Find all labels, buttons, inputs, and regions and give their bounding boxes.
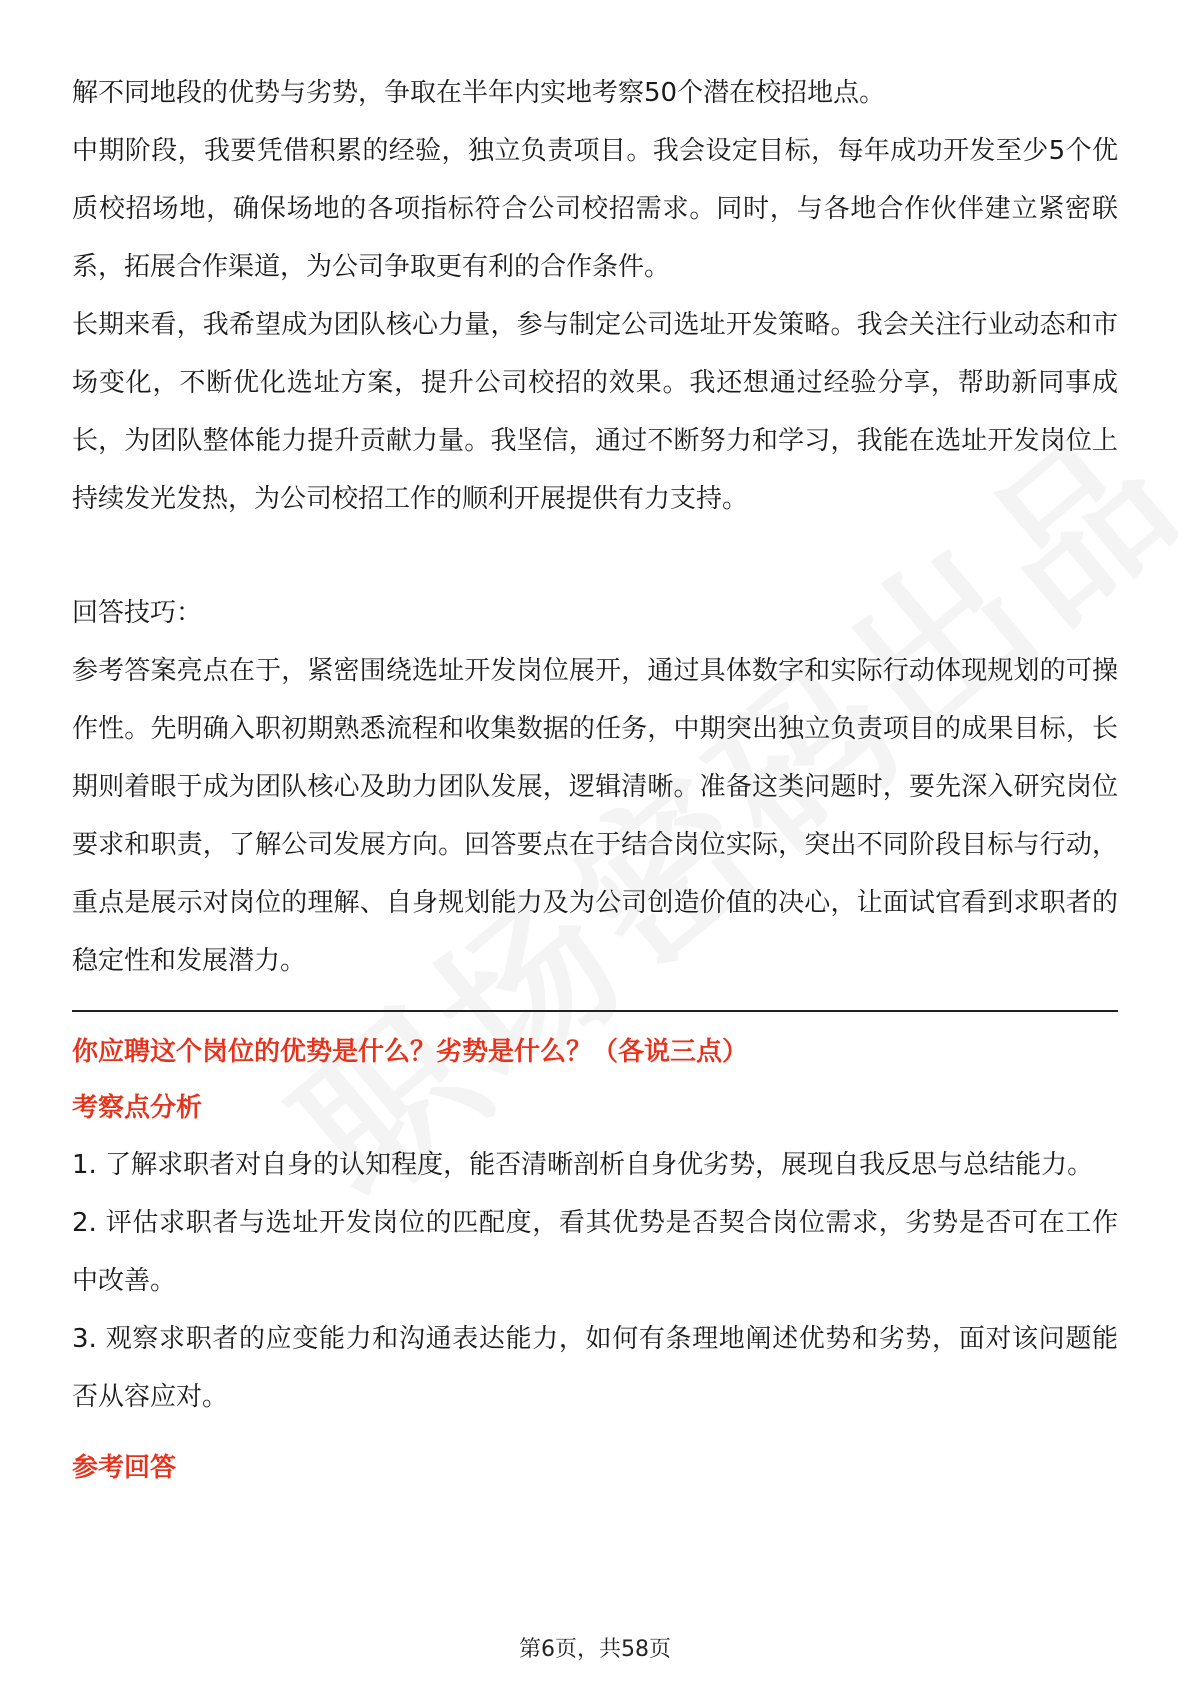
- analysis-point-2: 2. 评估求职者与选址开发岗位的匹配度，看其优势是否契合岗位需求，劣势是否可在工作中改善。: [72, 1208, 1118, 1296]
- tips-body: 参考答案亮点在于，紧密围绕选址开发岗位展开，通过具体数字和实际行动体现规划的可操作性。先明确入职初期熟悉流程和收集数据的任务，中期突出独立负责项目的成果目标，长期则着眼于成为团队核心及助力团队发展，逻辑清晰。准备这类问题时，要先深入研究岗位要求和职责，了解公司发展方向。回答要点在于结合岗位实际，突出不同阶段目标与行动，重点是展示对岗位的理解、自身规划能力及为公司创造价值的决心，让面试官看到求职者的稳定性和发展潜力。: [72, 656, 1118, 976]
- question-title: 你应聘这个岗位的优势是什么？劣势是什么？（各说三点）: [72, 1037, 749, 1067]
- page-number-footer: 第6页，共58页: [519, 1637, 671, 1662]
- tips-label: 回答技巧：: [72, 598, 203, 628]
- answer-paragraph-2: 中期阶段，我要凭借积累的经验，独立负责项目。我会设定目标，每年成功开发至少5个优质校招场地，确保场地的各项指标符合公司校招需求。同时，与各地合作伙伴建立紧密联系，拓展合作渠道，为公司争取更有利的合作条件。: [72, 136, 1118, 282]
- answer-paragraph-1: 解不同地段的优势与劣势，争取在半年内实地考察50个潜在校招地点。: [72, 78, 886, 108]
- page-content: [72, 64, 1118, 1496]
- spacer: [72, 528, 1118, 584]
- analysis-point-1: 1. 了解求职者对自身的认知程度，能否清晰剖析自身优劣势，展现自我反思与总结能力。: [72, 1150, 1094, 1180]
- answer-paragraph-3: 长期来看，我希望成为团队核心力量，参与制定公司选址开发策略。我会关注行业动态和市场变化，不断优化选址方案，提升公司校招的效果。我还想通过经验分享，帮助新同事成长，为团队整体能力提升贡献力量。我坚信，通过不断努力和学习，我能在选址开发岗位上持续发光发热，为公司校招工作的顺利开展提供有力支持。: [72, 310, 1118, 514]
- analysis-point-3: 3. 观察求职者的应变能力和沟通表达能力，如何有条理地阐述优势和劣势，面对该问题能否从容应对。: [72, 1324, 1118, 1412]
- section-divider: [72, 1010, 1118, 1012]
- analysis-heading: 考察点分析: [72, 1093, 203, 1123]
- reference-heading: 参考回答: [72, 1453, 177, 1483]
